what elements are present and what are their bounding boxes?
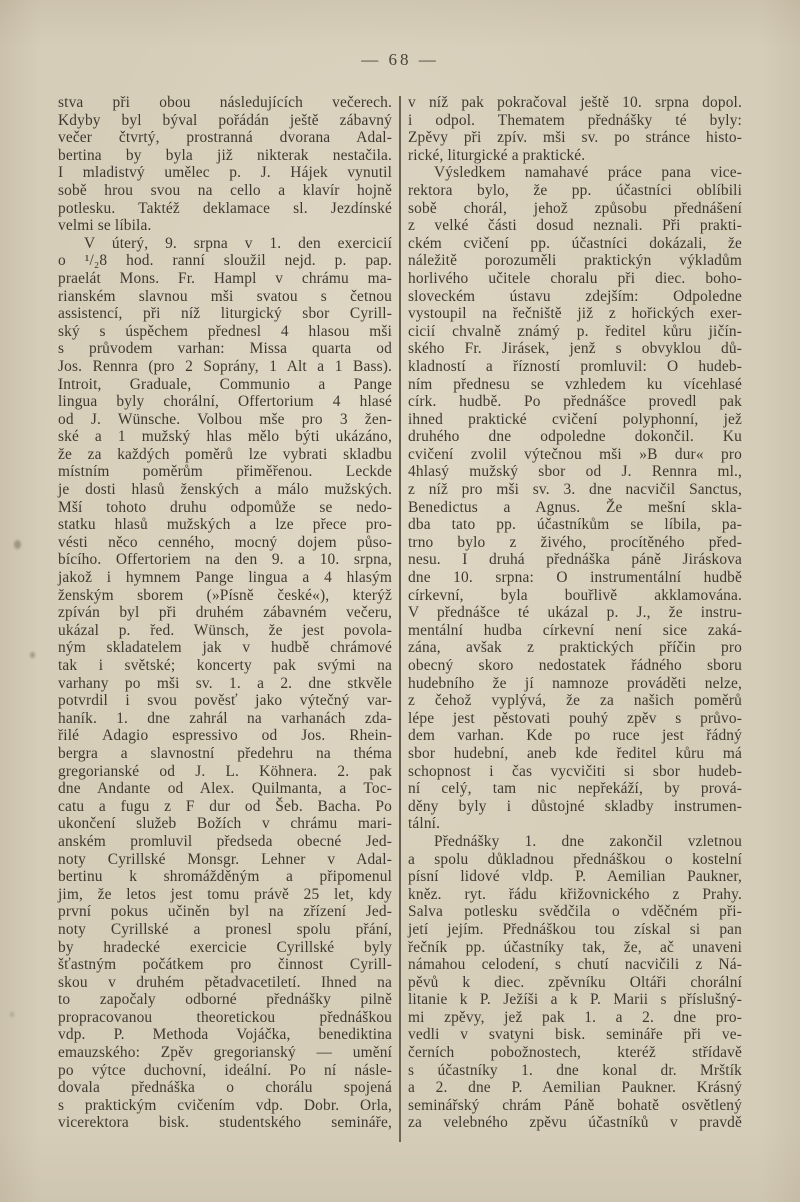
text-line: dovala přednáška o chorálu spojená bbox=[58, 1079, 392, 1097]
text-line: noty Cyrillské Monsgr. Lehner v Adal- bbox=[58, 850, 392, 868]
text-line: řečník pp. účastníky tak, že, ač unaveni bbox=[408, 938, 742, 956]
text-line: jim, že letos jest tomu právě 25 let, kdy bbox=[58, 885, 392, 903]
text-line: potlesku. Taktéž deklamace sl. Jezdínské bbox=[58, 199, 392, 217]
text-line: gregorianské od J. L. Köhnera. 2. pak bbox=[58, 762, 392, 780]
text-line: vdp. P. Methoda Vojáčka, benediktina bbox=[58, 1026, 392, 1044]
text-line: hudebního že jí namnoze prováděti nelze, bbox=[408, 674, 742, 692]
text-line: a 2. dne P. Aemilian Paukner. Krásný bbox=[408, 1079, 742, 1097]
text-line: haník. 1. dne zahrál na varhanách zda- bbox=[58, 709, 392, 727]
text-line: tální. bbox=[408, 815, 441, 833]
text-line: šťastným počátkem pro činnost Cyrill- bbox=[58, 956, 392, 974]
text-line: vystoupil na řečniště již z hořických exer- bbox=[408, 305, 742, 323]
scan-artifact bbox=[30, 652, 35, 658]
scan-artifact bbox=[14, 540, 21, 549]
text-line: je dosti hlasů ženských a málo mužských. bbox=[58, 481, 392, 499]
text-line: bergra a slavnostní předehru na théma bbox=[58, 744, 392, 762]
text-line: zána, avšak z praktických příčin pro bbox=[408, 639, 742, 657]
text-line: praelát Mons. Fr. Hampl v chrámu ma- bbox=[58, 269, 392, 287]
text-line: skou v druhém pětadvacetiletí. Ihned na bbox=[58, 973, 392, 991]
text-line: tak i světské; koncerty pak svými na bbox=[58, 657, 392, 674]
text-column-right bbox=[408, 94, 742, 1132]
text-line: stva při obou následujících večerech. bbox=[58, 94, 392, 111]
text-line: I mladistvý umělec p. J. Hájek vynutil bbox=[58, 164, 392, 182]
text-line: vedli v svatyni bisk. semináře při ve- bbox=[408, 1026, 742, 1044]
text-line: kladností a řízností promluvil: O hudeb- bbox=[408, 357, 742, 375]
text-line: sobě chorál, jehož způsobu přednášení bbox=[408, 199, 742, 217]
text-line: bertinu k shromážděným a připomenul bbox=[58, 868, 392, 886]
text-line: vésti něco cenného, mocný dojem půso- bbox=[58, 533, 392, 551]
text-line: obecný skoro nedostatek řádného sboru bbox=[408, 657, 742, 674]
text-line: dne 10. srpna: O instrumentální hudbě bbox=[408, 569, 742, 587]
text-line: Výsledkem namahavé práce pana vice- bbox=[434, 164, 742, 182]
text-line: assistencí, při níž liturgický sbor Cyrill- bbox=[58, 305, 392, 323]
text-line: mentální hudba církevní není sice zaká- bbox=[408, 621, 742, 639]
text-line: lépe jest pěstovati pouhý zpěv s průvo- bbox=[408, 709, 742, 727]
text-line: Mší tohoto druhu odpomůže se nedo- bbox=[58, 498, 392, 516]
text-line: dba tato pp. účastníkům se líbila, pa- bbox=[408, 516, 742, 534]
text-line: děny byly i důstojné skladby instrumen- bbox=[408, 797, 742, 815]
text-line: lingua byly chorální, Offertorium 4 hlasé bbox=[58, 393, 392, 411]
text-line: večer čtvrtý, prostranná dvorana Adal- bbox=[58, 129, 392, 147]
text-line: cicií chvalně známý p. ředitel kůru jičín- bbox=[408, 322, 742, 340]
text-line: V přednášce té ukázal p. J., že instru- bbox=[408, 604, 742, 622]
page-number: — 68 — bbox=[361, 50, 439, 69]
text-line: vicerektora bisk. studentského semináře, bbox=[58, 1114, 392, 1132]
text-line: jetí jejím. Přednáškou tou získal si pan bbox=[408, 920, 742, 938]
text-line: mi zpěvy, jež pak 1. a 2. dne pro- bbox=[408, 1008, 742, 1026]
text-line: horlivého učitele choralu při diec. boho- bbox=[408, 269, 742, 287]
text-line: dne Andante od Alex. Quilmanta, a Toc- bbox=[58, 780, 392, 798]
text-line: 4hlasý mužský sbor od J. Rennra ml., bbox=[408, 463, 742, 481]
text-line: o ¹/₂8 hod. ranní sloužil nejd. p. pap. bbox=[58, 252, 392, 270]
text-line: bícího. Offertoriem na den 9. a 10. srpna, bbox=[58, 551, 392, 569]
text-line: propracovanou theoretickou přednáškou bbox=[58, 1008, 392, 1026]
text-line: by hradecké exercicie Cyrillské byly bbox=[58, 938, 392, 956]
text-line: náležitě porozuměli praktickýn výkladům bbox=[408, 252, 742, 270]
text-line: námahou celodení, s chutí nacvičili z Ná- bbox=[408, 956, 742, 974]
text-line: a spolu důkladnou přednáškou o kostelní bbox=[408, 850, 742, 868]
text-line: ihned praktické cvičení polyphonní, jež bbox=[408, 410, 742, 428]
text-line: jakož i hymnem Pange lingua a 4 hlasým bbox=[58, 569, 392, 587]
text-line: dem varhan. Kde po ruce jest řádný bbox=[408, 727, 742, 745]
text-line: V úterý, 9. srpna v 1. den exercicií bbox=[84, 234, 392, 252]
text-line: to započaly odborné přednášky pilně bbox=[58, 991, 392, 1009]
text-line: sloveckém ústavu zdejším: Odpoledne bbox=[408, 287, 742, 305]
text-line: varhany po mši sv. 1. a 2. dne stkvěle bbox=[58, 674, 392, 692]
text-line: nesu. I druhá přednáška páně Jiráskova bbox=[408, 551, 742, 569]
text-line: druhého dne odpoledne dokončil. Ku bbox=[408, 428, 742, 446]
text-line: Salva potlesku svědčila o vděčném při- bbox=[408, 903, 742, 921]
text-line: emauzského: Zpěv gregorianský — umění bbox=[58, 1044, 392, 1062]
text-line: potvrdil i svou pověsť jako výtečný var- bbox=[58, 692, 392, 710]
text-line: trno bylo z živého, procítěného před- bbox=[408, 533, 742, 551]
text-line: ského Fr. Jirásek, jenž s obvyklou dů- bbox=[408, 340, 742, 358]
text-line: ckém cvičení pp. účastníci dokázali, že bbox=[408, 234, 742, 252]
text-line: kněz. ryt. řádu křižovnického z Prahy. bbox=[408, 885, 742, 903]
text-line: Zpěvy při zpív. mši sv. po stránce histo- bbox=[408, 129, 742, 147]
text-line: po výtce duchovní, ideální. Po ní násle- bbox=[58, 1061, 392, 1079]
text-line: z velké části dosud neznali. Při prakti- bbox=[408, 217, 742, 235]
text-line: z čehož vyplývá, že za našich poměrů bbox=[408, 692, 742, 710]
text-line: od J. Wünsche. Volbou mše pro 3 žen- bbox=[58, 410, 392, 428]
text-line: bertina by byla již nikterak nestačila. bbox=[58, 146, 392, 164]
text-line: Přednášky 1. dne zakončil vzletnou bbox=[434, 832, 742, 850]
text-line: Kdyby byl býval pořádán ještě zábavný bbox=[58, 111, 392, 129]
text-line: ním přednesu se vzhledem ku vícehlasé bbox=[408, 375, 742, 393]
text-line: rianském slavnou mši svatou s četnou bbox=[58, 287, 392, 305]
text-line: i odpol. Thematem přednášky té byly: bbox=[408, 111, 742, 129]
text-line: pěvů k diec. zpěvníku Oltáři chorální bbox=[408, 973, 742, 991]
text-line: v níž pak pokračoval ještě 10. srpna dopol. bbox=[408, 94, 742, 111]
text-line: rektora bylo, že pp. účastníci oblíbili bbox=[408, 181, 742, 199]
text-line: Jos. Rennra (pro 2 Soprány, 1 Alt a 1 Bass). bbox=[58, 357, 392, 375]
text-line: za velebného zpěvu účastníků v pravdě bbox=[408, 1114, 742, 1132]
text-line: sbor hudební, aneb kde ředitel kůru má bbox=[408, 744, 742, 762]
text-line: statku hlasů mužských a lze přece pro- bbox=[58, 516, 392, 534]
text-line: ské a 1 mužský hlas mělo býti ukázáno, bbox=[58, 428, 392, 446]
text-line: velmi se líbila. bbox=[58, 217, 152, 235]
text-line: cvičení zvolil výtečnou mši »B dur« pro bbox=[408, 445, 742, 463]
text-line: s průvodem varhan: Missa quarta od bbox=[58, 340, 392, 358]
text-line: ukázal p. řed. Wünsch, že jest povola- bbox=[58, 621, 392, 639]
text-line: písní lidové vldp. P. Aemilian Paukner, bbox=[408, 868, 742, 886]
text-line: ukončení služeb Božích v chrámu mari- bbox=[58, 815, 392, 833]
text-line: anském promluvil předseda obecné Jed- bbox=[58, 832, 392, 850]
text-line: catu a fugu z F dur od Šeb. Bacha. Po bbox=[58, 797, 392, 815]
text-line: rické, liturgické a praktické. bbox=[408, 146, 586, 164]
text-line: ský s úspěchem přednesl 4 hlasou mši bbox=[58, 322, 392, 340]
text-line: seminářský chrám Páně bohatě osvětlený bbox=[408, 1096, 742, 1114]
text-line: litanie k P. Ježíši a k P. Marii s příslušný- bbox=[408, 991, 742, 1009]
text-line: ní celý, tam nic nepřekáží, by prová- bbox=[408, 780, 742, 798]
text-line: círk. hudbě. Po přednášce provedl pak bbox=[408, 393, 742, 411]
text-line: že za každých poměrů lze vybrati skladbu bbox=[58, 445, 392, 463]
column-divider-rule bbox=[399, 96, 401, 1142]
text-column-left bbox=[58, 94, 392, 1132]
text-line: Benedictus a Agnus. Že mešní skla- bbox=[408, 498, 742, 516]
text-line: církevní, byla bouřlivě akklamována. bbox=[408, 586, 742, 604]
scan-artifact bbox=[10, 1012, 14, 1017]
text-line: řilé Adagio espressivo od Jos. Rhein- bbox=[58, 727, 392, 745]
text-line: místním poměrům přiměřenou. Leckde bbox=[58, 463, 392, 481]
text-line: s účastníky 1. dne konal dr. Mrštík bbox=[408, 1061, 742, 1079]
text-line: s praktickým cvičením vdp. Dobr. Orla, bbox=[58, 1096, 392, 1114]
text-line: zpíván byl při druhém zábavném večeru, bbox=[58, 604, 392, 622]
text-line: sobě hrou svou na cello a klavír hojně bbox=[58, 181, 392, 199]
text-line: černích pobožnostech, kteréž střídavě bbox=[408, 1044, 742, 1062]
text-line: z níž pro mši sv. 3. dne nacvičil Sanctus, bbox=[408, 481, 742, 499]
text-line: schopnost i čas vycvičiti si sbor hudeb- bbox=[408, 762, 742, 780]
text-line: ženským sborem (»Písně české«), kterýž bbox=[58, 586, 392, 604]
text-line: ným skladatelem jak v hudbě chrámové bbox=[58, 639, 392, 657]
text-line: první pokus učiněn byl na zřízení Jed- bbox=[58, 903, 392, 921]
text-line: noty Cyrillské a pronesl spolu přání, bbox=[58, 920, 392, 938]
text-line: Introit, Graduale, Communio a Pange bbox=[58, 375, 392, 393]
